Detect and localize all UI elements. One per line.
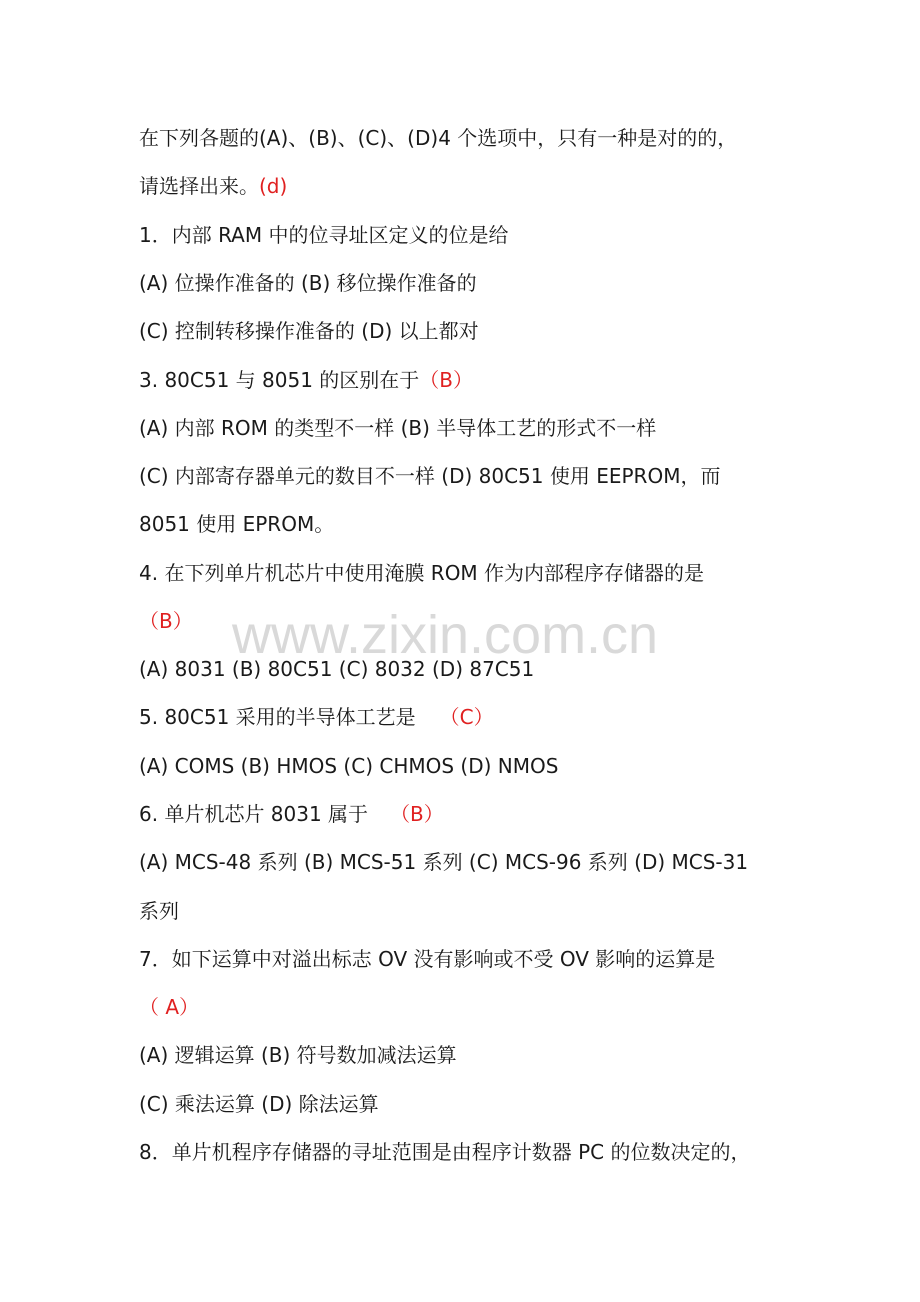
- q3-options-ab: (A) 内部 ROM 的类型不一样 (B) 半导体工艺的形式不一样: [139, 416, 657, 440]
- q6-stem: [139, 800, 789, 828]
- intro-line-2: [139, 172, 789, 200]
- q1-options-ab: (A) 位操作准备的 (B) 移位操作准备的: [139, 271, 477, 295]
- q5-options: (A) COMS (B) HMOS (C) CHMOS (D) NMOS: [139, 754, 559, 778]
- q6-stem-text: 6. 单片机芯片 8031 属于: [139, 802, 369, 826]
- q1-stem: 1．内部 RAM 中的位寻址区定义的位是给: [139, 223, 509, 247]
- q5-stem-text: 5. 80C51 采用的半导体工艺是: [139, 705, 416, 729]
- q6-answer: （B）: [390, 802, 444, 826]
- q3-options-cd: (C) 内部寄存器单元的数目不一样 (D) 80C51 使用 EEPROM，而: [139, 464, 721, 488]
- q4-options: (A) 8031 (B) 80C51 (C) 8032 (D) 87C51: [139, 657, 535, 681]
- watermark: www.zixin.com.cn: [232, 605, 659, 665]
- q3-options-cd-cont: 8051 使用 EPROM。: [139, 512, 335, 536]
- q1-options-cd: (C) 控制转移操作准备的 (D) 以上都对: [139, 319, 479, 343]
- q4-stem: 4. 在下列单片机芯片中使用淹膜 ROM 作为内部程序存储器的是: [139, 561, 705, 585]
- q7-answer: （ A）: [139, 995, 200, 1019]
- intro-answer: (d): [259, 174, 288, 198]
- q3-answer: （B）: [419, 368, 474, 392]
- q4-answer: （B）: [139, 609, 193, 633]
- q6-options-cont: 系列: [139, 899, 179, 923]
- intro-text: 请选择出来。: [139, 174, 259, 198]
- q6-options: (A) MCS-48 系列 (B) MCS-51 系列 (C) MCS-96 系列 (D) MCS-31: [139, 850, 749, 874]
- intro-line-1: 在下列各题的(A)、(B)、(C)、(D)4 个选项中，只有一种是对的的，: [139, 126, 738, 150]
- q3-stem-text: 3. 80C51 与 8051 的区别在于: [139, 368, 420, 392]
- q7-options-cd: (C) 乘法运算 (D) 除法运算: [139, 1092, 379, 1116]
- q3-stem: [139, 366, 789, 394]
- q5-stem: [139, 703, 789, 731]
- q7-stem: 7．如下运算中对溢出标志 OV 没有影响或不受 OV 影响的运算是: [139, 947, 716, 971]
- q7-options-ab: (A) 逻辑运算 (B) 符号数加减法运算: [139, 1043, 457, 1067]
- q8-stem: 8．单片机程序存储器的寻址范围是由程序计数器 PC 的位数决定的，: [139, 1140, 751, 1164]
- q5-answer: （C）: [439, 705, 494, 729]
